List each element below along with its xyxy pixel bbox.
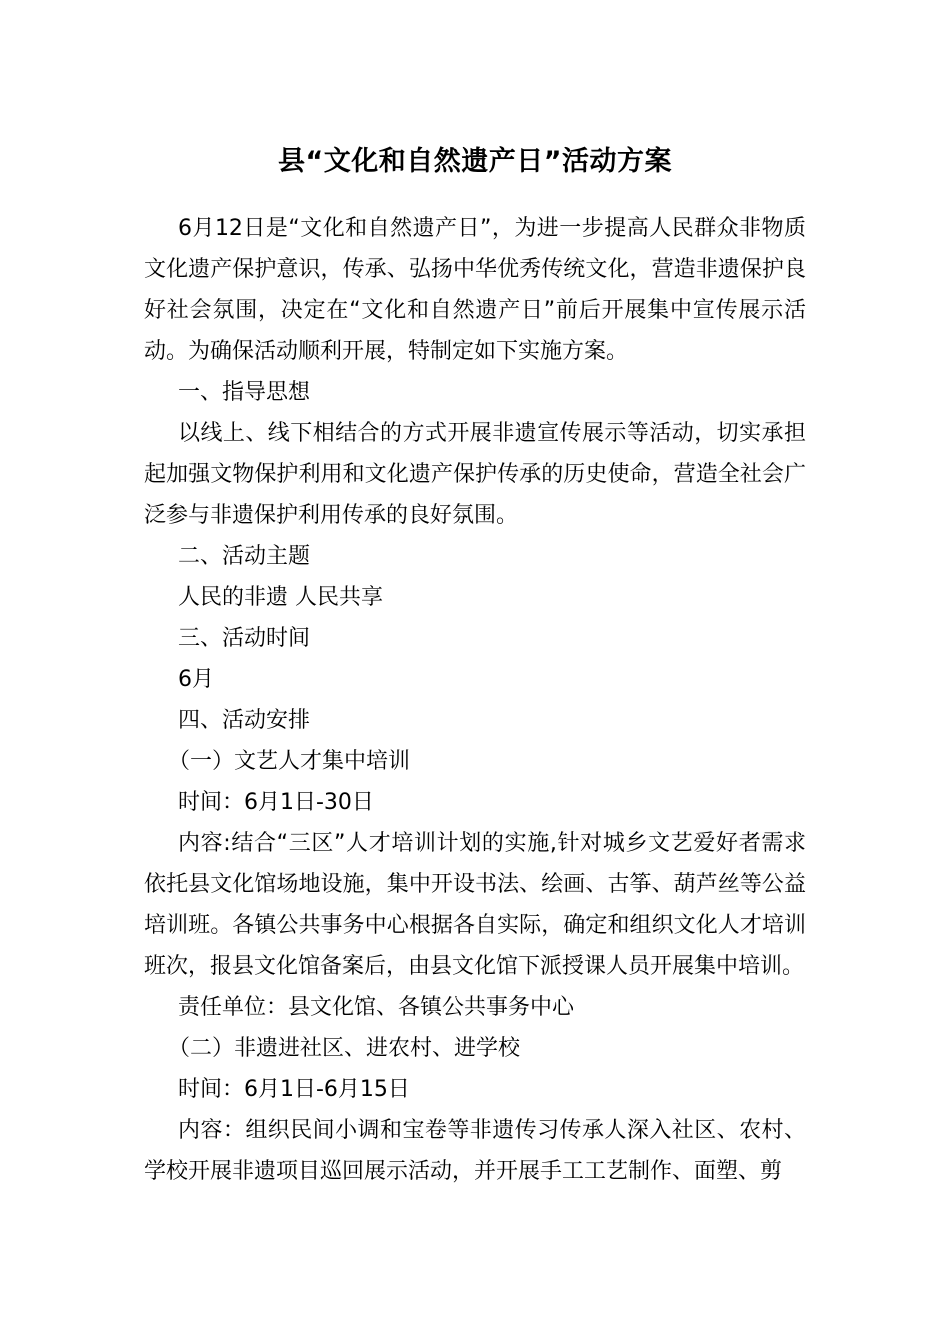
- guiding-principle-paragraph: 以线上、线下相结合的方式开展非遗宣传展示等活动，切实承担起加强文物保护利用和文化遗产保护传承的历史使命，营造全社会广泛参与非遗保护利用传承的良好氛围。: [144, 421, 806, 528]
- training-responsible-unit: 责任单位：县文化馆、各镇公共事务中心: [178, 995, 575, 1020]
- section-heading-guiding-principle: 一、指导思想: [178, 380, 311, 405]
- outreach-time-text: 时间：6月1日-6月15日: [178, 1077, 410, 1102]
- section-heading-activity-theme: 二、活动主题: [178, 544, 311, 569]
- section-heading-activity-arrangement: 四、活动安排: [178, 708, 311, 733]
- subsection-heading-talent-training: （一）文艺人才集中培训: [168, 749, 411, 774]
- subsection-heading-heritage-outreach: （二）非遗进社区、进农村、进学校: [168, 1036, 521, 1061]
- document-title: 县“文化和自然遗产日”活动方案: [278, 146, 672, 177]
- training-content-paragraph: 内容:结合“三区”人才培训计划的实施,针对城乡文艺爱好者需求依托县文化馆场地设施，集中开设书法、绘画、古筝、葫芦丝等公益培训班。各镇公共事务中心根据各自实际，确定和组织文化人才培训班次，报县文化馆备案后，由县文化馆下派授课人员开展集中培训。: [144, 831, 806, 979]
- activity-time-text: 6月: [178, 667, 214, 692]
- section-heading-activity-time: 三、活动时间: [178, 626, 311, 651]
- training-time-text: 时间：6月1日-30日: [178, 790, 374, 815]
- activity-theme-text: 人民的非遗 人民共享: [178, 585, 383, 610]
- document-body: [144, 208, 806, 1192]
- intro-paragraph: 6月12日是“文化和自然遗产日”，为进一步提高人民群众非物质文化遗产保护意识，传承、弘扬中华优秀传统文化，营造非遗保护良好社会氛围，决定在“文化和自然遗产日”前后开展集中宣传展示活动。为确保活动顺利开展，特制定如下实施方案。: [144, 216, 806, 364]
- outreach-content-paragraph: 内容：组织民间小调和宝卷等非遗传习传承人深入社区、农村、学校开展非遗项目巡回展示活动，并开展手工工艺制作、面塑、剪: [144, 1118, 806, 1184]
